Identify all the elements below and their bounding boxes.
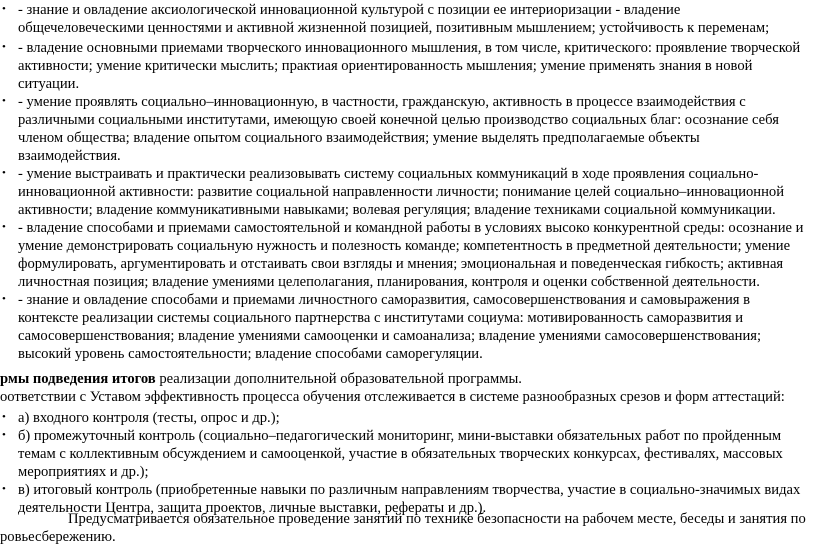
section-heading bbox=[0, 370, 522, 388]
control-text-line: темам с коллективным обсуждением и самооценкой, участие в обязательных творческих конкурсах, фестивалях, массовых bbox=[18, 446, 783, 462]
bullet-text-line: инновационной активности: развитие социальной направленности личности; понимание целей социально–инновационной bbox=[18, 184, 785, 200]
bullet-text-line: активности; умение критически мыслить; практиая ориентированность мышления; умение применять знания в новой bbox=[18, 58, 753, 74]
bullet-marker: • bbox=[2, 429, 6, 441]
bullet-text-line: - знание и овладение способами и приемами личностного саморазвития, самосовершенствования и самовыражения в bbox=[18, 292, 751, 308]
bullet-text-line: активности; владение коммуникативными навыками; волевая регуляция; владение техниками социальной коммуникации. bbox=[18, 202, 776, 218]
control-text-line: деятельности Центра, защита проектов, личные выставки, рефераты и др.). bbox=[18, 500, 487, 516]
bullet-marker: • bbox=[2, 411, 6, 423]
bullet-text-line: различными социальными институтами, имеющую своей конечной целью производство социальных благ: осознание себя bbox=[18, 112, 779, 128]
control-text-line: б) промежуточный контроль (социально–педагогический мониторинг, мини-выставки обязательных работ по пройденным bbox=[18, 428, 782, 444]
bullet-text-line: умение демонстрировать социальную нужность и полезность команде; компетентность в предметной деятельности; умение bbox=[18, 238, 791, 254]
final-paragraph-line: ровьесбережению. bbox=[0, 529, 116, 545]
control-text-line: мероприятиях и др.); bbox=[18, 464, 149, 480]
bullet-text-line: самосовершенствования; владение умениями самооценки и самоанализа; владение умениями самосовершенствования; bbox=[18, 328, 762, 344]
bullet-text-line: взаимодействия. bbox=[18, 148, 121, 164]
control-text-line: в) итоговый контроль (приобретенные навыки по различным направлениям творчества, участие в социально-значимых видах bbox=[18, 482, 801, 498]
bullet-text-line: - знание и овладение аксиологической инновационной культурой с позиции ее интериоризации - владение bbox=[18, 2, 681, 18]
bullet-text-line: личностная позиция; владение умениями целеполагания, планирования, контроля и оценки собственной деятельности. bbox=[18, 274, 760, 290]
bullet-text-line: общечеловеческими ценностями и активной жизненной позицией, позитивным мышлением; устойчивость к переменам; bbox=[18, 20, 770, 36]
bullet-text-line: - владение способами и приемами самостоятельной и командной работы в условиях высоко конкурентной среды: осознание и bbox=[18, 220, 804, 236]
bullet-marker: • bbox=[2, 95, 6, 107]
bullet-marker: • bbox=[2, 483, 6, 495]
bullet-text-line: членом общества; владение опытом социального взаимодействия; умение выделять предполагаемые объекты bbox=[18, 130, 700, 146]
bullet-marker: • bbox=[2, 41, 6, 53]
bullet-marker: • bbox=[2, 293, 6, 305]
bullet-text-line: - умение выстраивать и практически реализовывать систему социальных коммуникаций в ходе проявления социально- bbox=[18, 166, 759, 182]
final-paragraph-line: Предусматривается обязательное проведение занятий по технике безопасности на рабочем месте, беседы и занятия по bbox=[68, 511, 806, 527]
bullet-text-line: формулировать, аргументировать и отстаивать свои взгляды и мнения; эмоциональная и поведенческая гибкость; активная bbox=[18, 256, 784, 272]
bullet-text-line: - владение основными приемами творческого инновационного мышления, в том числе, критического: проявление творческой bbox=[18, 40, 801, 56]
section-heading-bold: рмы подведения итогов bbox=[0, 371, 156, 387]
bullet-marker: • bbox=[2, 221, 6, 233]
bullet-marker: • bbox=[2, 3, 6, 15]
bullet-text-line: высокий уровень самостоятельности; владение способами саморегуляции. bbox=[18, 346, 483, 362]
bullet-text-line: контексте реализации системы социального партнерства с институтами социума: мотивированность саморазвития и bbox=[18, 310, 744, 326]
bullet-marker: • bbox=[2, 167, 6, 179]
intro-line: оответствии с Уставом эффективность процесса обучения отслеживается в системе разнообразных срезов и форм аттестаций: bbox=[0, 389, 785, 405]
bullet-text-line: - умение проявлять социально–инновационную, в частности, гражданскую, активность в процессе взаимодействия с bbox=[18, 94, 746, 110]
section-heading-rest: реализации дополнительной образовательной программы. bbox=[155, 371, 522, 387]
bullet-text-line: ситуации. bbox=[18, 76, 80, 92]
control-text-line: а) входного контроля (тесты, опрос и др.); bbox=[18, 410, 280, 426]
